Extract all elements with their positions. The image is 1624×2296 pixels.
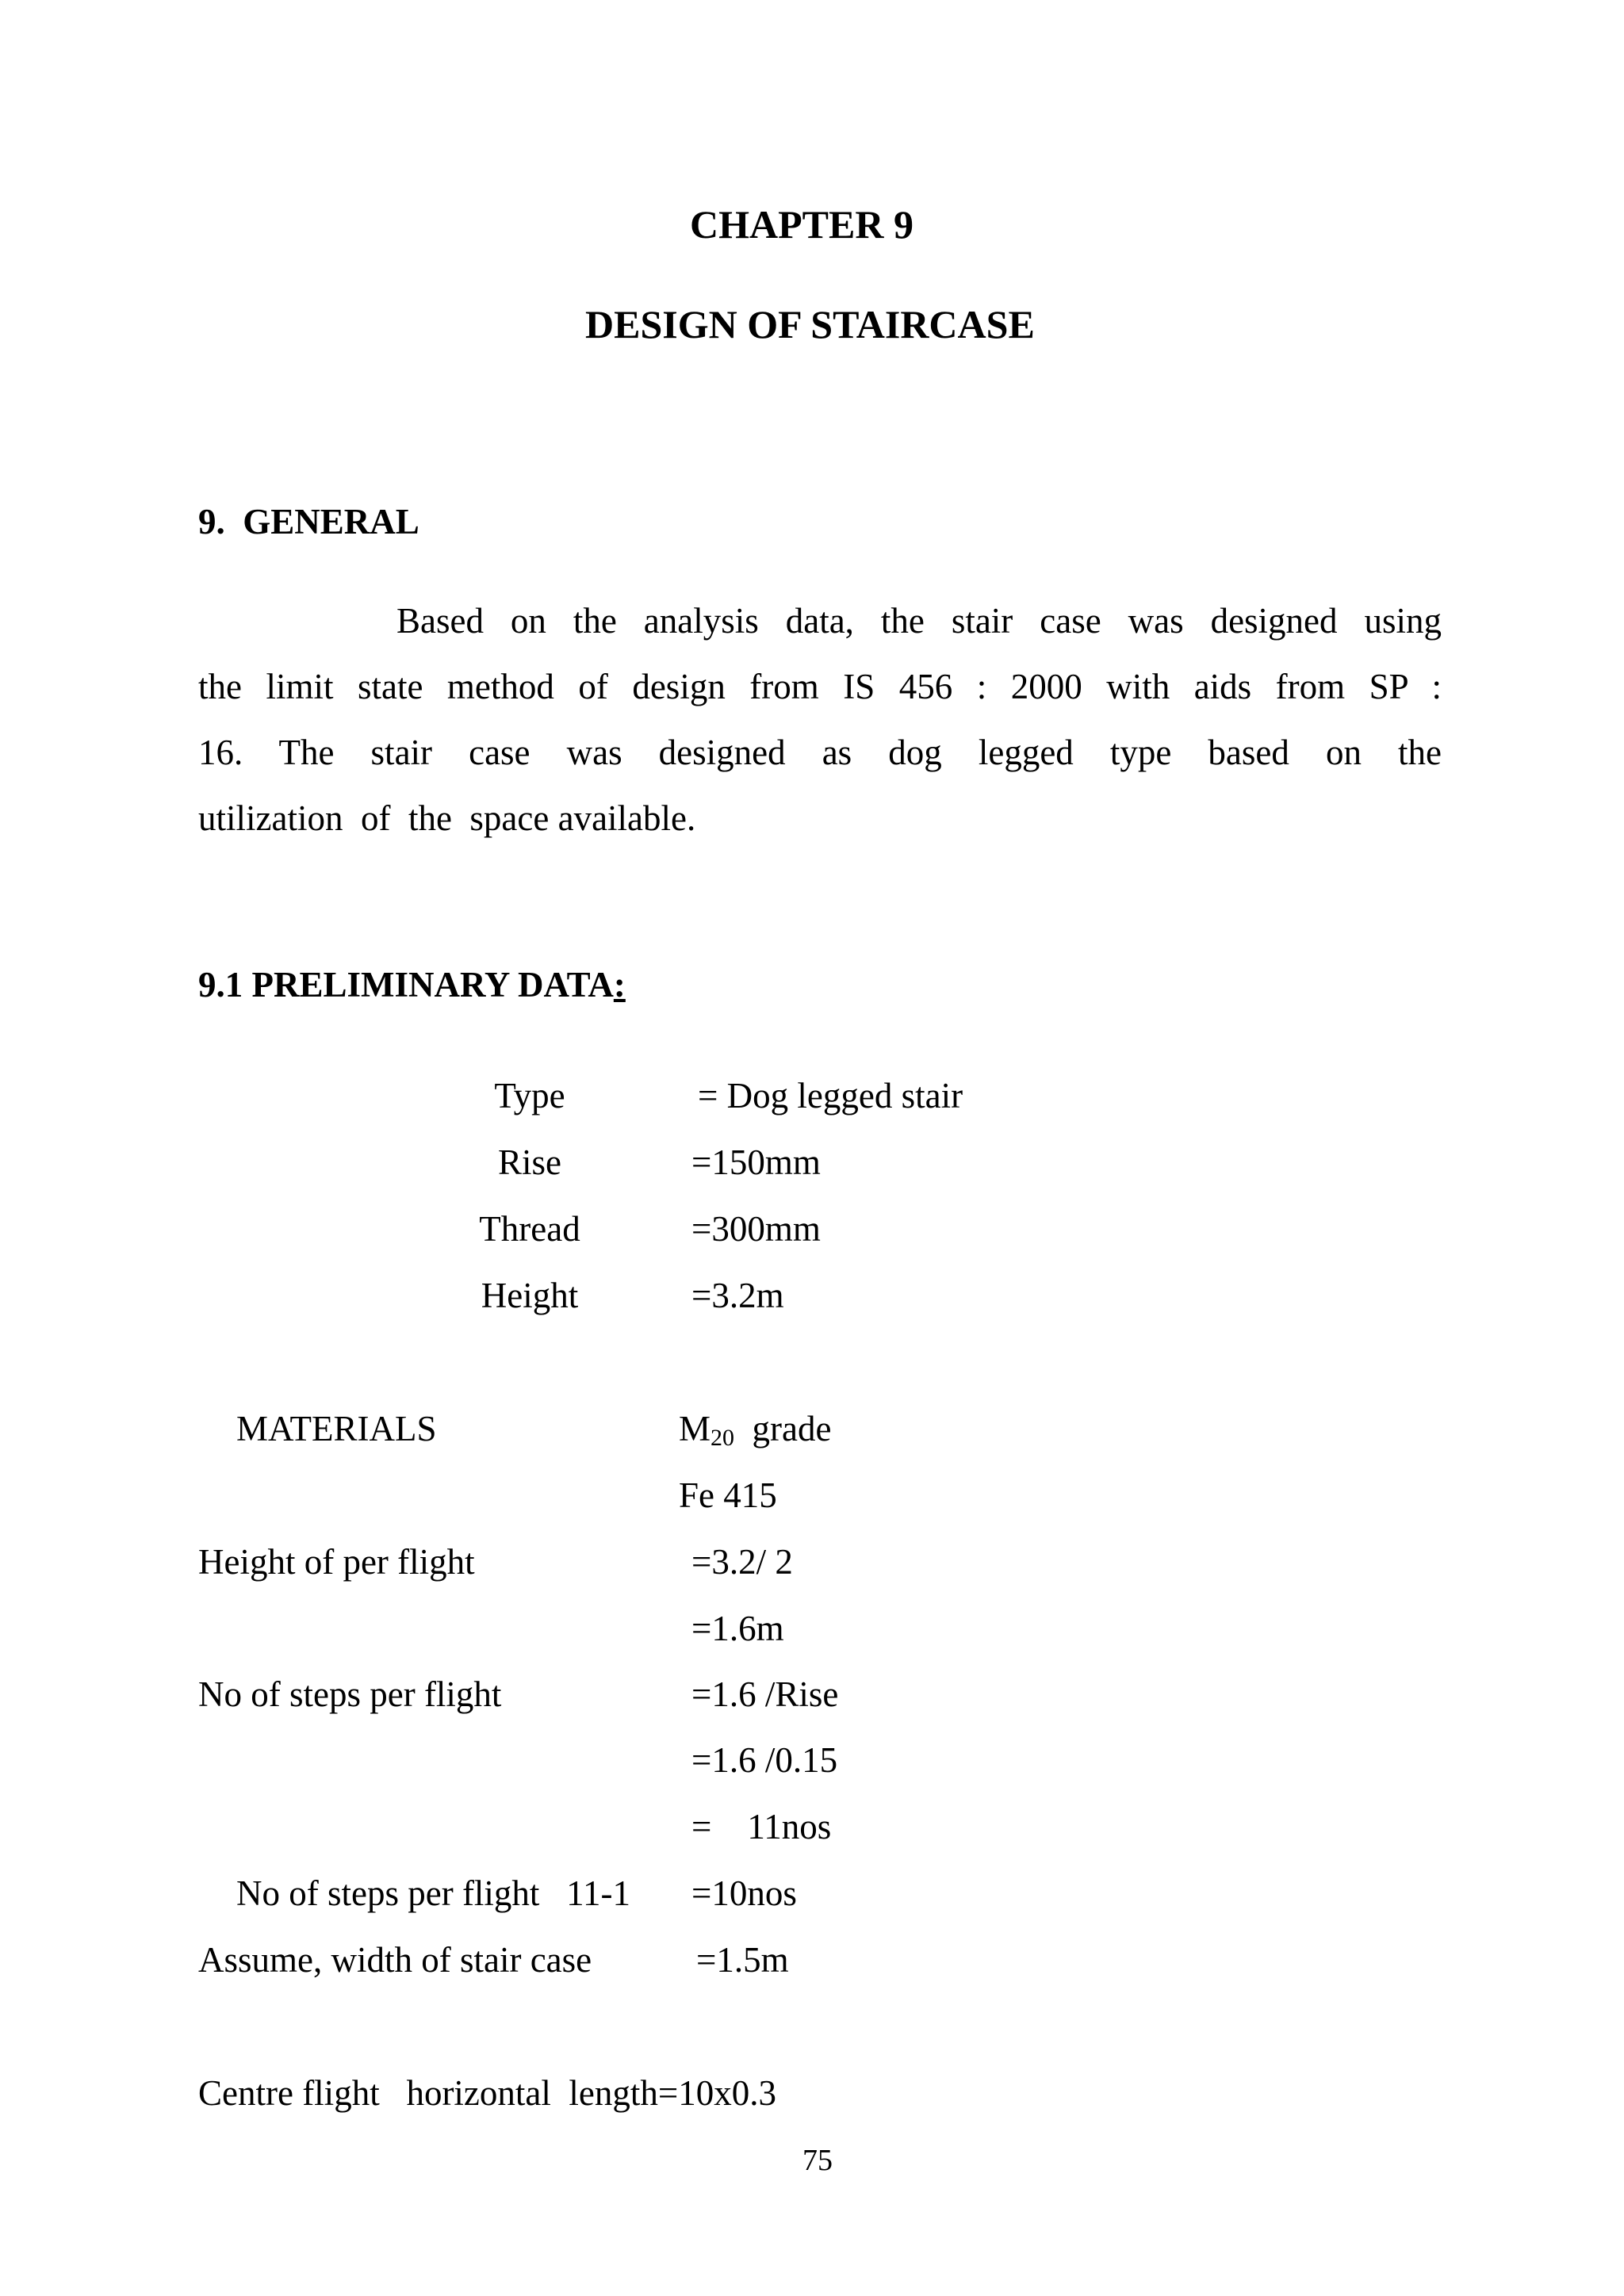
steps-per-flight-value-2: =1.6 /0.15 xyxy=(691,1740,838,1780)
height-per-flight-label: Height of per flight xyxy=(198,1542,475,1582)
page-number: 75 xyxy=(802,2144,833,2177)
data-value-type: = Dog legged stair xyxy=(698,1076,963,1115)
concrete-grade-subscript: 20 xyxy=(710,1425,735,1451)
stair-width-value: =1.5m xyxy=(696,1940,789,1980)
height-per-flight-value-1: =3.2/ 2 xyxy=(691,1542,793,1582)
general-paragraph xyxy=(198,588,1442,851)
data-value-rise: =150mm xyxy=(691,1142,821,1182)
data-label-thread: Thread xyxy=(479,1209,580,1249)
height-per-flight-value-2: =1.6m xyxy=(691,1609,784,1648)
centre-flight-length: Centre flight horizontal length=10x0.3 xyxy=(198,2073,776,2113)
paragraph-line: the limit state method of design from IS 456 : 2000 with aids from SP : xyxy=(198,667,1442,706)
steps-per-flight-value-3: = 11nos xyxy=(691,1807,832,1846)
data-label-type: Type xyxy=(494,1076,565,1115)
preliminary-heading-colon: : xyxy=(613,965,626,1004)
data-label-rise: Rise xyxy=(497,1142,561,1182)
concrete-prefix: M xyxy=(679,1409,711,1448)
data-value-height: =3.2m xyxy=(691,1276,784,1315)
materials-concrete xyxy=(679,1409,832,1451)
steps-per-flight-label: No of steps per flight xyxy=(198,1674,502,1714)
chapter-heading: CHAPTER 9 xyxy=(690,202,914,247)
data-label-height: Height xyxy=(481,1276,579,1315)
steps-per-flight-value-1: =1.6 /Rise xyxy=(691,1674,839,1714)
chapter-title: DESIGN OF STAIRCASE xyxy=(585,302,1035,346)
general-heading: 9. GENERAL xyxy=(198,502,419,541)
preliminary-heading-text: 9.1 PRELIMINARY DATA xyxy=(198,965,614,1004)
paragraph-line: 16. The stair case was designed as dog legged type based on the xyxy=(198,733,1442,772)
steps-per-flight-adjusted-label: No of steps per flight 11-1 xyxy=(236,1873,630,1913)
stair-width-label: Assume, width of stair case xyxy=(198,1940,592,1980)
materials-label: MATERIALS xyxy=(236,1409,437,1448)
paragraph-line: utilization of the space available. xyxy=(198,798,696,838)
materials-steel: Fe 415 xyxy=(679,1475,777,1515)
steps-per-flight-adjusted-value: =10nos xyxy=(691,1873,797,1913)
data-value-thread: =300mm xyxy=(691,1209,821,1249)
preliminary-heading xyxy=(198,967,626,1003)
paragraph-line: Based on the analysis data, the stair case was designed using xyxy=(396,601,1442,641)
concrete-suffix: grade xyxy=(734,1409,832,1448)
